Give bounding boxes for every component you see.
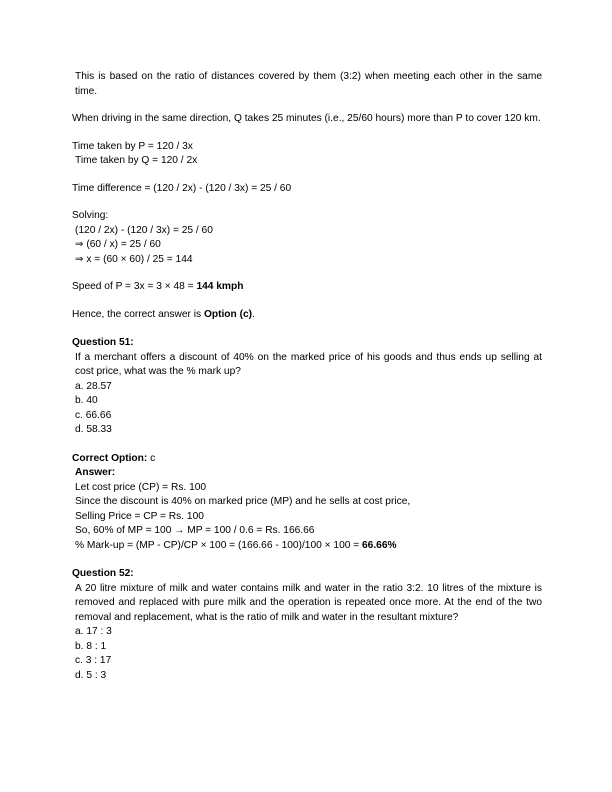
question-51-option-d: d. 58.33 [75, 424, 112, 435]
question-52-title: Question 52: [72, 568, 134, 579]
question-51-correct-option [72, 452, 542, 467]
question-52-text: A 20 litre mixture of milk and water contains milk and water in the ratio 3:2. 10 litres of the mixture is removed and replaced with pure milk and the operation is repeated once more. At the end of the two removal and replacement, what is the ratio of milk and water in the resultant mixture? [75, 582, 542, 623]
markup-line [72, 539, 542, 554]
question-51-text: If a merchant offers a discount of 40% on the marked price of his goods and thus ends up selling at cost price, what was the % mark up? [75, 351, 542, 377]
speed-line [72, 280, 542, 295]
question-51-option-c: c. 66.66 [75, 409, 112, 421]
solving-step-1: (120 / 2x) - (120 / 3x) = 25 / 60 [75, 224, 213, 236]
hence-prefix: Hence, the correct answer is [72, 308, 204, 320]
markup-prefix: % Mark-up = (MP - CP)/CP × 100 = (166.66 - 100)/100 × 100 = [75, 539, 363, 551]
document-page [72, 70, 542, 683]
hence-option: Option (c) [203, 308, 253, 320]
answer-line: So, 60% of MP = 100 → MP = 100 / 0.6 = Rs. 166.66 [75, 525, 315, 536]
answer-line: Selling Price = CP = Rs. 100 [75, 510, 204, 522]
correct-option-label: Correct Option: [72, 452, 148, 464]
question-51-title: Question 51: [72, 337, 134, 348]
markup-value: 66.66% [362, 539, 397, 551]
hence-line [72, 308, 542, 323]
answer-line: Let cost price (CP) = Rs. 100 [75, 481, 207, 493]
question-52-option-d: d. 5 : 3 [75, 669, 107, 681]
question-52-option-c: c. 3 : 17 [75, 655, 112, 666]
question-52-option-b: b. 8 : 1 [75, 640, 107, 652]
ratio-note: This is based on the ratio of distances covered by them (3:2) when meeting each other in the same time. [75, 71, 542, 97]
time-difference-line: Time difference = (120 / 2x) - (120 / 3x) = 25 / 60 [72, 182, 292, 194]
question-51-answer-label: Answer: [75, 467, 116, 478]
question-51-option-b: b. 40 [75, 395, 98, 406]
speed-value: 144 kmph [196, 281, 244, 292]
time-p-line: Time taken by P = 120 / 3x [72, 140, 193, 152]
same-direction-paragraph: When driving in the same direction, Q takes 25 minutes (i.e., 25/60 hours) more than P to cover 120 km. [72, 113, 541, 124]
answer-line: Since the discount is 40% on marked price (MP) and he sells at cost price, [75, 496, 411, 507]
time-q-line: Time taken by Q = 120 / 2x [75, 155, 198, 166]
correct-option-value: c [147, 452, 156, 464]
solving-step-3: ⇒ x = (60 × 60) / 25 = 144 [75, 253, 193, 265]
question-51-option-a: a. 28.57 [75, 380, 112, 392]
speed-prefix: Speed of P = 3x = 3 × 48 = [72, 281, 197, 292]
hence-suffix: . [252, 308, 255, 320]
solving-label: Solving: [72, 210, 109, 221]
question-52-option-a: a. 17 : 3 [75, 626, 112, 637]
solving-step-2: ⇒ (60 / x) = 25 / 60 [75, 239, 161, 250]
